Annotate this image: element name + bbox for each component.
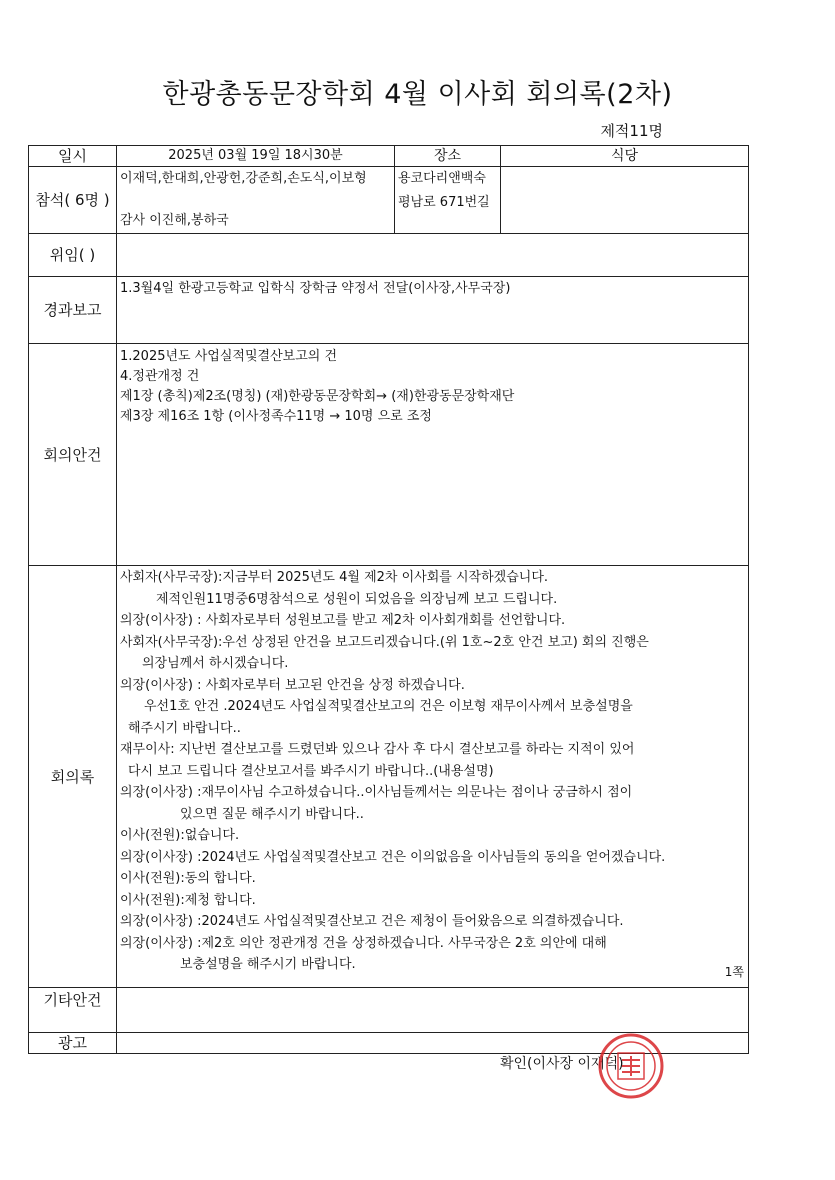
minutes-line: 보충설명을 해주시기 바랍니다. <box>180 957 356 972</box>
minutes-line: 이사(전원):없습니다. <box>120 828 240 843</box>
agenda-line: 제1장 (총칙)제2조(명칭) (재)한광동문장학회→ (재)한광동문장학재단 <box>120 389 515 404</box>
other-agenda-row <box>29 988 749 1033</box>
agenda-label: 회의안건 <box>29 344 117 566</box>
minutes-line: 이사(전원):동의 합니다. <box>120 871 256 886</box>
agenda-line: 1.2025년도 사업실적및결산보고의 건 <box>120 349 338 364</box>
minutes-line: 사회자(사무국장):지금부터 2025년도 4월 제2차 이사회를 시작하겠습니다. <box>120 570 549 585</box>
progress-report-row <box>29 277 749 344</box>
minutes-table <box>28 145 749 1054</box>
place-value: 식당 <box>501 146 749 167</box>
attendance-row <box>29 167 749 234</box>
agenda-line: 4.정관개정 건 <box>120 369 200 384</box>
progress-line: 1.3월4일 한광고등학교 입학식 장학금 약정서 전달(이사장,사무국장) <box>120 281 511 296</box>
minutes-line: 사회자(사무국장):우선 상정된 안건을 보고드리겠습니다.(위 1호~2호 안건 보고) 회의 진행은 <box>120 634 649 650</box>
minutes-line: 의장(이사장) :2024년도 사업실적및결산보고 건은 이의없음을 이사님들의 동의을 얻어겠습니다. <box>120 849 666 865</box>
quorum-note: 제적11명 <box>600 122 663 140</box>
proxy-row <box>29 234 749 277</box>
page-number: 1쪽 <box>724 964 744 979</box>
minutes-line: 의장(이사장) : 사회자로부터 보고된 안건을 상정 하겠습니다. <box>120 677 465 693</box>
minutes-line: 제적인원11명중6명참석으로 성원이 되었음을 의장님께 보고 드립니다. <box>156 591 558 607</box>
place-label: 장소 <box>395 146 501 167</box>
proxy-label: 위임( ) <box>29 234 117 277</box>
members-text: 이재덕,한대희,안광헌,강준희,손도식,이보형 <box>120 171 367 186</box>
venue-line2: 평남로 671번길 <box>398 195 490 210</box>
confirmation-text: 확인(이사장 이재덕) <box>500 1056 624 1072</box>
agenda-line: 제3장 제16조 1항 (이사정족수11명 → 10명 으로 조정 <box>120 409 432 424</box>
official-seal-icon <box>598 1033 664 1099</box>
date-row <box>29 146 749 167</box>
agenda-content <box>117 344 749 566</box>
attendance-extra <box>501 167 749 234</box>
progress-report-content <box>117 277 749 344</box>
minutes-line: 재무이사: 지난번 결산보고를 드렸던봐 있으나 감사 후 다시 결산보고를 하라는 지적이 있어 <box>120 742 635 757</box>
document-title: 한광총동문장학회 4월 이사회 회의록(2차) <box>162 79 673 110</box>
other-agenda-content <box>117 988 749 1033</box>
date-label: 일시 <box>29 146 117 167</box>
attendance-members <box>117 167 395 234</box>
minutes-line: 의장님께서 하시겠습니다. <box>142 656 289 671</box>
minutes-content <box>117 566 749 988</box>
notice-label: 광고 <box>29 1033 117 1054</box>
auditors-text: 감사 이진해,봉하국 <box>120 213 229 228</box>
minutes-row <box>29 566 749 988</box>
venue-line1: 용코다리앤백숙 <box>398 171 486 186</box>
progress-report-label: 경과보고 <box>29 277 117 344</box>
minutes-line: 해주시기 바랍니다.. <box>128 720 241 736</box>
minutes-line: 의장(이사장) :제2호 의안 정관개정 건을 상정하겠습니다. 사무국장은 2호 의안에 대해 <box>120 935 607 951</box>
agenda-row <box>29 344 749 566</box>
proxy-content <box>117 234 749 277</box>
minutes-line: 의장(이사장) :재무이사님 수고하셨습니다..이사님들께서는 의문나는 점이나 궁금하시 점이 <box>120 785 633 800</box>
attendance-label: 참석( 6명 ) <box>29 167 117 234</box>
minutes-line: 의장(이사장) :2024년도 사업실적및결산보고 건은 제청이 들어왔음으로 의결하겠습니다. <box>120 914 624 929</box>
attendance-venue <box>395 167 501 234</box>
minutes-line: 우선1호 안건 .2024년도 사업실적및결산보고의 건은 이보형 재무이사께서 보충설명을 <box>144 699 633 714</box>
date-value: 2025년 03월 19일 18시30분 <box>117 146 395 167</box>
minutes-line: 다시 보고 드립니다 결산보고서를 봐주시기 바랍니다..(내용설명) <box>128 763 494 779</box>
minutes-line: 이사(전원):제청 합니다. <box>120 892 256 908</box>
minutes-line: 의장(이사장) : 사회자로부터 성원보고를 받고 제2차 이사회개회를 선언합니다. <box>120 613 566 628</box>
minutes-label: 회의록 <box>29 566 117 988</box>
minutes-line: 있으면 질문 해주시기 바랍니다.. <box>180 806 364 822</box>
other-agenda-label: 기타안건 <box>29 988 117 1033</box>
